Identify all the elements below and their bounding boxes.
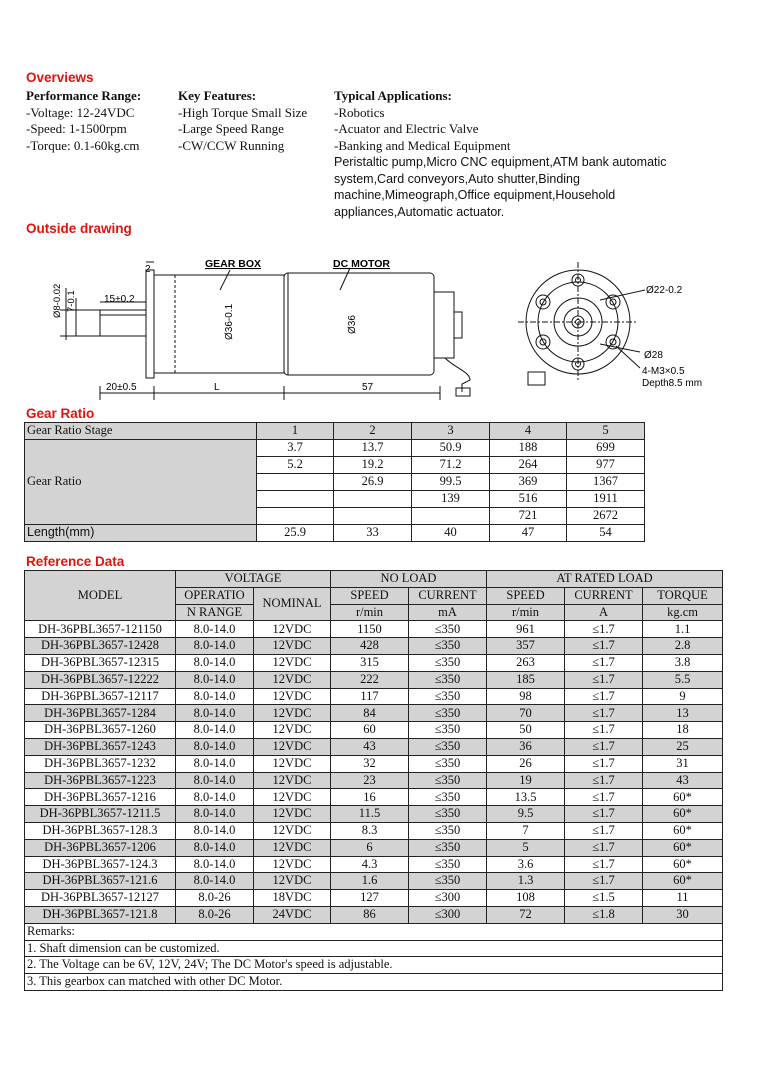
nominal-cell: 12VDC [254,822,331,839]
torque-cell: 5.5 [643,671,723,688]
op-range-cell: 8.0-14.0 [176,638,254,655]
rated-speed-cell: 26 [487,755,565,772]
table-row [25,890,723,907]
table-row [25,839,723,856]
torque-cell: 1.1 [643,621,723,638]
nominal-cell: 12VDC [254,873,331,890]
applications-line: -Banking and Medical Equipment [334,137,511,153]
current-header: CURRENT [565,587,643,604]
op-range-cell: 8.0-14.0 [176,722,254,739]
nominal-cell: 12VDC [254,806,331,823]
nominal-cell: 12VDC [254,856,331,873]
features-line: -Large Speed Range [178,121,284,136]
reference-data-table [24,570,723,991]
nominal-cell: 12VDC [254,688,331,705]
torque-header: TORQUE [643,587,723,604]
stage-cell: 4 [490,423,567,440]
table-row [25,822,723,839]
performance-line: -Torque: 0.1-60kg.cm [26,137,140,153]
speed-header: SPEED [331,587,409,604]
ratio-cell [334,508,412,525]
noload-speed-cell: 16 [331,789,409,806]
noload-current-cell: ≤300 [409,906,487,923]
rated-speed-cell: 1.3 [487,873,565,890]
ratio-cell: 699 [567,440,645,457]
noload-speed-cell: 117 [331,688,409,705]
noload-current-cell: ≤350 [409,839,487,856]
ratio-cell [412,508,490,525]
noload-speed-cell: 127 [331,890,409,907]
rated-current-cell: ≤1.7 [565,755,643,772]
torque-cell: 25 [643,738,723,755]
rated-current-cell: ≤1.7 [565,738,643,755]
model-cell: DH-36PBL3657-12222 [25,671,176,688]
table-row [25,755,723,772]
rated-speed-cell: 72 [487,906,565,923]
rated-current-cell: ≤1.7 [565,671,643,688]
unit-cell: r/min [331,604,409,621]
dcmotor-label: DC MOTOR [333,258,390,270]
rated-speed-cell: 185 [487,671,565,688]
noload-speed-cell: 86 [331,906,409,923]
noload-current-cell: ≤350 [409,856,487,873]
length-cell: 54 [567,525,645,542]
outside-drawing [0,240,760,405]
ratio-cell [257,491,334,508]
noload-current-cell: ≤350 [409,822,487,839]
model-cell: DH-36PBL3657-12117 [25,688,176,705]
ratio-cell: 26.9 [334,474,412,491]
applications-extra: appliances,Automatic actuator. [334,204,505,219]
torque-cell: 30 [643,906,723,923]
nominal-cell: 12VDC [254,621,331,638]
table-row [25,621,723,638]
dim-36-gear: Ø36-0.1 [224,303,235,340]
torque-cell: 31 [643,755,723,772]
rated-current-cell: ≤1.7 [565,822,643,839]
ratio-cell: 188 [490,440,567,457]
features-title: Key Features: [178,88,257,103]
torque-cell: 11 [643,890,723,907]
noload-speed-cell: 23 [331,772,409,789]
rated-current-cell: ≤1.7 [565,772,643,789]
table-row [25,772,723,789]
remarks-row [25,974,723,991]
op-range-cell: 8.0-14.0 [176,738,254,755]
noload-current-cell: ≤350 [409,789,487,806]
nominal-cell: 12VDC [254,722,331,739]
noload-current-cell: ≤350 [409,722,487,739]
ratio-cell: 721 [490,508,567,525]
model-cell: DH-36PBL3657-128.3 [25,822,176,839]
op-range-cell: 8.0-14.0 [176,705,254,722]
noload-current-cell: ≤350 [409,638,487,655]
op-range-cell: 8.0-14.0 [176,789,254,806]
table-row [25,906,723,923]
operation-range-header-2: N RANGE [176,604,254,621]
model-cell: DH-36PBL3657-121150 [25,621,176,638]
noload-speed-cell: 11.5 [331,806,409,823]
ratio-cell: 19.2 [334,457,412,474]
model-cell: DH-36PBL3657-12428 [25,638,176,655]
noload-speed-cell: 428 [331,638,409,655]
model-cell: DH-36PBL3657-1223 [25,772,176,789]
dim-m3: 4-M3×0.5 [642,366,685,377]
ratio-cell [334,491,412,508]
ratio-cell: 977 [567,457,645,474]
table-row [25,705,723,722]
applications-line: -Acuator and Electric Valve [334,121,479,136]
rated-current-cell: ≤1.7 [565,873,643,890]
op-range-cell: 8.0-26 [176,906,254,923]
rated-speed-cell: 961 [487,621,565,638]
noload-speed-cell: 6 [331,839,409,856]
model-cell: DH-36PBL3657-12315 [25,654,176,671]
table-row [25,856,723,873]
op-range-cell: 8.0-14.0 [176,621,254,638]
noload-speed-cell: 315 [331,654,409,671]
noload-speed-cell: 1.6 [331,873,409,890]
torque-cell: 60* [643,789,723,806]
torque-cell: 60* [643,806,723,823]
rated-speed-cell: 263 [487,654,565,671]
unit-cell: r/min [487,604,565,621]
length-cell: 47 [490,525,567,542]
applications-line: -Robotics [334,104,385,120]
reference-body [25,621,723,923]
rated-current-cell: ≤1.5 [565,890,643,907]
noload-speed-cell: 4.3 [331,856,409,873]
torque-cell: 13 [643,705,723,722]
ratio-cell: 5.2 [257,457,334,474]
ratio-cell: 369 [490,474,567,491]
features-line: -CW/CCW Running [178,137,285,153]
op-range-cell: 8.0-14.0 [176,822,254,839]
typical-applications [334,88,667,220]
dim-2: 2 [145,264,151,275]
remark-item: 2. The Voltage can be 6V, 12V, 24V; The DC Motor's speed is adjustable. [25,957,723,974]
dim-8: Ø8-0.02 [52,283,63,318]
dim-15: 15±0.2 [104,294,135,305]
gear-ratio-table [24,422,645,542]
gearbox-body [154,275,284,373]
applications-extra: system,Card conveyors,Auto shutter,Binding [334,171,580,186]
rated-current-cell: ≤1.8 [565,906,643,923]
ratio-cell: 13.7 [334,440,412,457]
rated-speed-cell: 13.5 [487,789,565,806]
rated-speed-cell: 7 [487,822,565,839]
dim-36-motor: Ø36 [347,315,358,334]
torque-cell: 3.8 [643,654,723,671]
model-header: MODEL [25,571,176,621]
noload-speed-cell: 32 [331,755,409,772]
length-label: Length(mm) [25,525,257,542]
noload-speed-cell: 84 [331,705,409,722]
op-range-cell: 8.0-14.0 [176,654,254,671]
noload-speed-cell: 43 [331,738,409,755]
ratedload-header: AT RATED LOAD [487,571,723,588]
op-range-cell: 8.0-14.0 [176,839,254,856]
noload-header: NO LOAD [331,571,487,588]
torque-cell: 2.8 [643,638,723,655]
table-row [25,873,723,890]
op-range-cell: 8.0-14.0 [176,772,254,789]
table-row [25,722,723,739]
noload-current-cell: ≤350 [409,873,487,890]
rated-speed-cell: 19 [487,772,565,789]
unit-cell: mA [409,604,487,621]
stage-cell: 1 [257,423,334,440]
ratio-cell: 50.9 [412,440,490,457]
motor-endcap [434,292,454,358]
table-row [25,654,723,671]
features-line: -High Torque Small Size [178,104,308,120]
ratio-cell: 1911 [567,491,645,508]
rated-current-cell: ≤1.7 [565,806,643,823]
rated-current-cell: ≤1.7 [565,638,643,655]
ratio-cell: 139 [412,491,490,508]
noload-current-cell: ≤350 [409,671,487,688]
model-cell: DH-36PBL3657-124.3 [25,856,176,873]
ratio-cell [257,474,334,491]
noload-current-cell: ≤350 [409,806,487,823]
current-header: CURRENT [409,587,487,604]
op-range-cell: 8.0-14.0 [176,755,254,772]
table-row [25,789,723,806]
model-cell: DH-36PBL3657-1216 [25,789,176,806]
stage-cell: 5 [567,423,645,440]
gear-ratio-label: Gear Ratio [25,440,257,525]
remarks-label: Remarks: [25,923,723,940]
dim-22: Ø22-0.2 [646,285,683,296]
nominal-cell: 18VDC [254,890,331,907]
noload-speed-cell: 222 [331,671,409,688]
torque-cell: 60* [643,839,723,856]
noload-current-cell: ≤300 [409,890,487,907]
rated-speed-cell: 9.5 [487,806,565,823]
torque-cell: 18 [643,722,723,739]
unit-cell: A [565,604,643,621]
ratio-cell: 99.5 [412,474,490,491]
rated-current-cell: ≤1.7 [565,839,643,856]
nominal-cell: 12VDC [254,638,331,655]
op-range-cell: 8.0-14.0 [176,806,254,823]
rated-current-cell: ≤1.7 [565,621,643,638]
dim-28: Ø28 [644,350,663,361]
applications-extra: machine,Mimeograph,Office equipment,Household [334,188,616,202]
rated-current-cell: ≤1.7 [565,789,643,806]
noload-current-cell: ≤350 [409,705,487,722]
length-cell: 40 [412,525,490,542]
model-cell: DH-36PBL3657-1284 [25,705,176,722]
nominal-cell: 12VDC [254,755,331,772]
rated-speed-cell: 70 [487,705,565,722]
model-cell: DH-36PBL3657-121.8 [25,906,176,923]
noload-speed-cell: 8.3 [331,822,409,839]
noload-current-cell: ≤350 [409,654,487,671]
dim-depth: Depth8.5 mm [642,378,703,389]
ratio-cell [257,508,334,525]
nominal-cell: 12VDC [254,839,331,856]
torque-cell: 43 [643,772,723,789]
remark-item: 3. This gearbox can matched with other DC Motor. [25,974,723,991]
ratio-cell: 1367 [567,474,645,491]
operation-range-header: OPERATIO [176,587,254,604]
model-cell: DH-36PBL3657-1260 [25,722,176,739]
ratio-cell: 264 [490,457,567,474]
header-row [25,571,723,588]
rated-current-cell: ≤1.7 [565,688,643,705]
nominal-cell: 12VDC [254,654,331,671]
torque-cell: 60* [643,822,723,839]
rated-current-cell: ≤1.7 [565,705,643,722]
applications-title: Typical Applications: [334,88,452,103]
noload-current-cell: ≤350 [409,772,487,789]
ratio-cell: 516 [490,491,567,508]
applications-extra: Peristaltic pump,Micro CNC equipment,ATM bank automatic [334,155,667,169]
torque-cell: 60* [643,856,723,873]
table-row [25,440,645,457]
nominal-cell: 24VDC [254,906,331,923]
noload-current-cell: ≤350 [409,688,487,705]
torque-cell: 60* [643,873,723,890]
op-range-cell: 8.0-14.0 [176,873,254,890]
rated-speed-cell: 108 [487,890,565,907]
reference-data-heading: Reference Data [26,554,125,569]
rated-speed-cell: 5 [487,839,565,856]
noload-current-cell: ≤350 [409,755,487,772]
remark-item: 1. Shaft dimension can be customized. [25,940,723,957]
model-cell: DH-36PBL3657-1232 [25,755,176,772]
noload-speed-cell: 1150 [331,621,409,638]
table-row [25,423,645,440]
table-row [25,525,645,542]
op-range-cell: 8.0-14.0 [176,688,254,705]
noload-speed-cell: 60 [331,722,409,739]
ratio-cell: 71.2 [412,457,490,474]
nominal-cell: 12VDC [254,772,331,789]
performance-range [26,88,141,154]
outside-drawing-heading: Outside drawing [26,221,132,236]
performance-line: -Speed: 1-1500rpm [26,121,127,136]
stage-label: Gear Ratio Stage [25,423,257,440]
model-cell: DH-36PBL3657-12127 [25,890,176,907]
rated-speed-cell: 98 [487,688,565,705]
performance-title: Performance Range: [26,88,142,103]
rated-current-cell: ≤1.7 [565,722,643,739]
torque-cell: 9 [643,688,723,705]
stage-cell: 2 [334,423,412,440]
op-range-cell: 8.0-14.0 [176,671,254,688]
nominal-cell: 12VDC [254,705,331,722]
overviews-heading: Overviews [26,70,94,85]
rated-speed-cell: 357 [487,638,565,655]
speed-header: SPEED [487,587,565,604]
stage-cell: 3 [412,423,490,440]
flange [146,270,154,378]
ratio-cell: 3.7 [257,440,334,457]
table-row [25,688,723,705]
remarks-row [25,940,723,957]
table-row [25,671,723,688]
ratio-cell: 2672 [567,508,645,525]
length-cell: 33 [334,525,412,542]
gear-ratio-heading: Gear Ratio [26,406,95,421]
nominal-cell: 12VDC [254,671,331,688]
table-row [25,806,723,823]
performance-line: -Voltage: 12-24VDC [26,104,135,120]
noload-current-cell: ≤350 [409,738,487,755]
motor-body [284,273,434,375]
rated-speed-cell: 50 [487,722,565,739]
table-row [25,738,723,755]
remarks-row [25,957,723,974]
table-row [25,638,723,655]
rated-speed-cell: 36 [487,738,565,755]
shaft [100,310,146,336]
rated-current-cell: ≤1.7 [565,654,643,671]
nominal-header: NOMINAL [254,587,331,621]
model-cell: DH-36PBL3657-121.6 [25,873,176,890]
unit-cell: kg.cm [643,604,723,621]
nominal-cell: 12VDC [254,738,331,755]
gearbox-label: GEAR BOX [205,258,262,270]
nominal-cell: 12VDC [254,789,331,806]
model-cell: DH-36PBL3657-1243 [25,738,176,755]
noload-current-cell: ≤350 [409,621,487,638]
remarks-row [25,923,723,940]
model-cell: DH-36PBL3657-1206 [25,839,176,856]
rated-current-cell: ≤1.7 [565,856,643,873]
dim-57: 57 [362,382,374,393]
dim-L: L [214,382,220,393]
key-features [178,88,307,154]
dim-20: 20±0.5 [106,382,137,393]
op-range-cell: 8.0-26 [176,890,254,907]
voltage-header: VOLTAGE [176,571,331,588]
length-cell: 25.9 [257,525,334,542]
op-range-cell: 8.0-14.0 [176,856,254,873]
model-cell: DH-36PBL3657-1211.5 [25,806,176,823]
dim-7: 7-0.1 [66,290,77,312]
rated-speed-cell: 3.6 [487,856,565,873]
